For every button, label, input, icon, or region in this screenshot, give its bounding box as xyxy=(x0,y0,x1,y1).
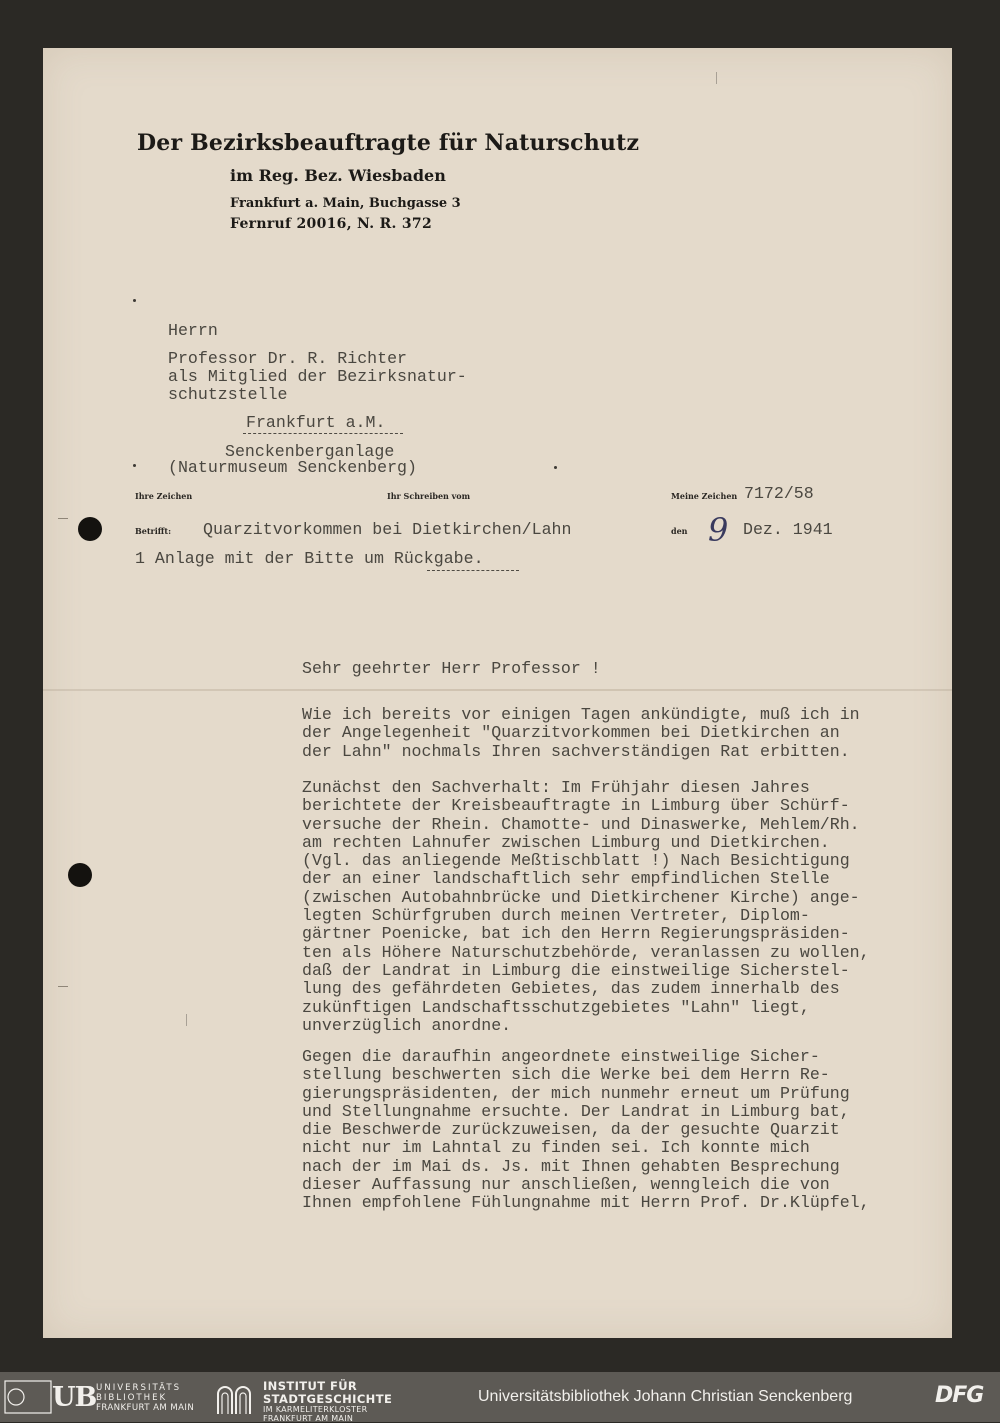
ub-line: UNIVERSITÄTS xyxy=(96,1383,182,1393)
fold-mark xyxy=(58,518,68,519)
address-city: Frankfurt a.M. xyxy=(246,413,386,432)
paragraph-line: Wie ich bereits vor einigen Tagen ankündigte, muß ich in xyxy=(302,705,860,724)
paragraph-line: und Stellungnahme ersuchte. Der Landrat in Limburg bat, xyxy=(302,1101,850,1121)
ub-logo-block[interactable] xyxy=(0,1372,200,1422)
letterhead-title: Der Bezirksbeauftragte für Naturschutz xyxy=(137,130,640,156)
isg-logo-text[interactable] xyxy=(263,1380,392,1423)
footer-library-name[interactable]: Universitätsbibliothek Johann Christian Senckenberg xyxy=(478,1388,853,1405)
paragraph-line: berichtete der Kreisbeauftragte in Limburg über Schürf- xyxy=(302,796,850,816)
paper-fold xyxy=(43,689,952,691)
address-mark xyxy=(554,466,557,469)
paragraph xyxy=(302,779,870,1035)
enclosure-underline xyxy=(427,570,519,571)
punch-hole xyxy=(78,517,102,541)
meine-zeichen-value: 7172/58 xyxy=(744,484,814,503)
ihr-schreiben-label: Ihr Schreiben vom xyxy=(387,491,471,501)
fold-mark xyxy=(186,1014,187,1026)
footer-bar xyxy=(0,1372,1000,1422)
date-day-handwritten: 9 xyxy=(708,511,729,549)
paragraph-line: stellung beschwerten sich die Werke bei dem Herrn Re- xyxy=(302,1065,830,1085)
ub-logo-text: UB xyxy=(52,1382,97,1413)
letter-page xyxy=(43,48,952,1338)
paragraph-line: Gegen die daraufhin angeordnete einstweilige Sicher- xyxy=(302,1047,820,1066)
date-label: den xyxy=(671,526,688,536)
enclosure-note: 1 Anlage mit der Bitte um Rückgabe. xyxy=(135,549,484,568)
dfg-logo[interactable]: DFG xyxy=(935,1383,984,1408)
ub-name xyxy=(96,1384,194,1413)
address-role: schutzstelle xyxy=(168,385,288,404)
paragraph-line: dieser Auffassung nur anschließen, wenngleich die von xyxy=(302,1175,830,1195)
paragraph-line: der Angelegenheit "Quarzitvorkommen bei Dietkirchen an xyxy=(302,723,840,743)
address-street: Senckenberganlage xyxy=(225,442,395,461)
betrifft-label: Betrifft: xyxy=(135,526,172,536)
paragraph-line: der an einer landschaftlich sehr empfindlichen Stelle xyxy=(302,869,830,889)
paragraph-line: daß der Landrat in Limburg die einstweilige Sicherstel- xyxy=(302,960,850,980)
paragraph-line: Zunächst den Sachverhalt: Im Frühjahr diesen Jahres xyxy=(302,778,810,797)
fold-mark xyxy=(716,72,717,84)
isg-line: IM KARMELITERKLOSTER xyxy=(263,1405,368,1414)
greeting: Sehr geehrter Herr Professor ! xyxy=(302,659,601,678)
address-name: Professor Dr. R. Richter xyxy=(168,349,407,368)
letterhead-region: im Reg. Bez. Wiesbaden xyxy=(230,166,446,185)
city-underline xyxy=(243,433,403,434)
paragraph-line: der Lahn" nochmals Ihren sachverständigen Rat erbitten. xyxy=(302,741,850,761)
paragraph-line: gärtner Poenicke, bat ich den Herrn Regierungspräsiden- xyxy=(302,924,850,944)
paragraph-line: gierungspräsidenten, der mich nunmehr erneut um Prüfung xyxy=(302,1083,850,1103)
punch-hole xyxy=(68,863,92,887)
paragraph-line: versuche der Rhein. Chamotte- und Dinaswerke, Mehlem/Rh. xyxy=(302,814,860,834)
ub-line: FRANKFURT AM MAIN xyxy=(96,1402,195,1413)
paragraph xyxy=(302,706,860,761)
paragraph-line: die Beschwerde zurückzuweisen, da der gesuchte Quarzit xyxy=(302,1120,840,1140)
ihre-zeichen-label: Ihre Zeichen xyxy=(135,491,193,501)
fold-mark xyxy=(58,986,68,987)
paragraph-line: am rechten Lahnufer zwischen Limburg und Dietkirchen. xyxy=(302,832,830,852)
paragraph-line: ten als Höhere Naturschutzbehörde, veranlassen zu wollen, xyxy=(302,942,870,962)
letterhead-phone: Fernruf 20016, N. R. 372 xyxy=(230,216,432,232)
ub-line: BIBLIOTHEK xyxy=(96,1392,168,1403)
isg-arches-icon xyxy=(214,1380,254,1416)
paragraph-line: nicht nur im Lahntal zu finden sei. Ich konnte mich xyxy=(302,1138,810,1158)
paragraph-line: unverzüglich anordne. xyxy=(302,1015,512,1035)
paragraph-line: nach der im Mai ds. Js. mit Ihnen gehabten Besprechung xyxy=(302,1156,840,1176)
address-mark xyxy=(133,464,136,467)
paragraph-line: Ihnen empfohlene Fühlungnahme mit Herrn Prof. Dr.Klüpfel, xyxy=(302,1193,870,1213)
ub-emblem-icon xyxy=(4,1380,52,1414)
paragraph-line: (Vgl. das anliegende Meßtischblatt !) Nach Besichtigung xyxy=(302,851,850,871)
isg-line: STADTGESCHICHTE xyxy=(263,1391,393,1406)
paragraph-line: lung des gefährdeten Gebietes, das zudem innerhalb des xyxy=(302,979,840,999)
address-salutation: Herrn xyxy=(168,321,218,340)
paragraph-line: zukünftigen Landschaftsschutzgebietes "Lahn" liegt, xyxy=(302,997,810,1017)
isg-line: FRANKFURT AM MAIN xyxy=(263,1414,354,1423)
address-role: als Mitglied der Bezirksnatur- xyxy=(168,367,467,386)
address-institution: (Naturmuseum Senckenberg) xyxy=(168,458,417,477)
date-value: Dez. 1941 xyxy=(743,520,833,539)
paragraph xyxy=(302,1048,870,1213)
paragraph-line: (zwischen Autobahnbrücke und Dietkirchener Kirche) ange- xyxy=(302,887,860,907)
betrifft-value: Quarzitvorkommen bei Dietkirchen/Lahn xyxy=(203,520,572,539)
isg-line: INSTITUT FÜR xyxy=(263,1379,358,1393)
letterhead-address: Frankfurt a. Main, Buchgasse 3 xyxy=(230,196,461,211)
address-mark xyxy=(133,299,136,302)
meine-zeichen-label: Meine Zeichen xyxy=(671,491,738,501)
paragraph-line: legten Schürfgruben durch meinen Vertreter, Diplom- xyxy=(302,906,810,926)
